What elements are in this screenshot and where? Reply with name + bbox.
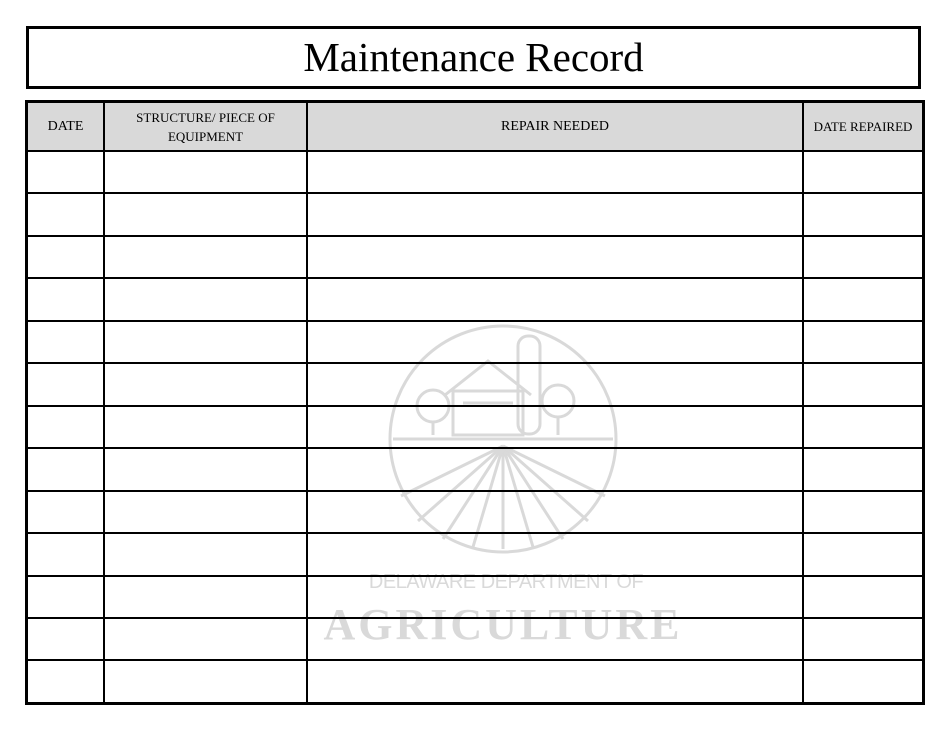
date-repaired-cell[interactable] <box>803 151 922 193</box>
table-row <box>28 576 922 618</box>
repair-needed-cell[interactable] <box>307 151 803 193</box>
structure-cell[interactable] <box>104 278 307 320</box>
date-repaired-cell[interactable] <box>803 533 922 575</box>
structure-cell[interactable] <box>104 406 307 448</box>
table-header-row <box>28 103 922 151</box>
maintenance-table-container <box>25 100 925 705</box>
table-row <box>28 660 922 702</box>
date-cell[interactable] <box>28 151 104 193</box>
page-title: Maintenance Record <box>303 34 644 80</box>
watermark-line2: AGRICULTURE <box>323 600 683 649</box>
repair-needed-cell[interactable] <box>307 193 803 235</box>
structure-cell[interactable] <box>104 491 307 533</box>
table-row <box>28 236 922 278</box>
date-repaired-cell[interactable] <box>803 406 922 448</box>
date-cell[interactable] <box>28 363 104 405</box>
table-row <box>28 151 922 193</box>
date-cell[interactable] <box>28 193 104 235</box>
date-repaired-cell[interactable] <box>803 576 922 618</box>
table-row <box>28 278 922 320</box>
date-repaired-cell[interactable] <box>803 660 922 702</box>
date-cell[interactable] <box>28 448 104 490</box>
column-header-structure: STRUCTURE/ PIECE OF EQUIPMENT <box>104 103 307 151</box>
date-repaired-cell[interactable] <box>803 491 922 533</box>
repair-needed-cell[interactable] <box>307 618 803 660</box>
table-row <box>28 193 922 235</box>
structure-cell[interactable] <box>104 660 307 702</box>
repair-needed-cell[interactable] <box>307 363 803 405</box>
structure-cell[interactable] <box>104 618 307 660</box>
date-cell[interactable] <box>28 533 104 575</box>
date-cell[interactable] <box>28 321 104 363</box>
repair-needed-cell[interactable] <box>307 491 803 533</box>
table-row <box>28 321 922 363</box>
table-row <box>28 491 922 533</box>
date-cell[interactable] <box>28 618 104 660</box>
table-row <box>28 533 922 575</box>
column-header-date: DATE <box>28 103 104 151</box>
date-repaired-cell[interactable] <box>803 448 922 490</box>
repair-needed-cell[interactable] <box>307 236 803 278</box>
structure-cell[interactable] <box>104 193 307 235</box>
date-cell[interactable] <box>28 406 104 448</box>
date-cell[interactable] <box>28 576 104 618</box>
date-cell[interactable] <box>28 660 104 702</box>
table-row <box>28 406 922 448</box>
repair-needed-cell[interactable] <box>307 660 803 702</box>
watermark-line1: DELAWARE DEPARTMENT OF <box>368 571 644 593</box>
column-header-date-repaired: DATE REPAIRED <box>803 103 922 151</box>
date-repaired-cell[interactable] <box>803 321 922 363</box>
structure-cell[interactable] <box>104 151 307 193</box>
repair-needed-cell[interactable] <box>307 406 803 448</box>
table-row <box>28 618 922 660</box>
date-repaired-cell[interactable] <box>803 193 922 235</box>
structure-cell[interactable] <box>104 236 307 278</box>
structure-cell[interactable] <box>104 448 307 490</box>
date-repaired-cell[interactable] <box>803 618 922 660</box>
column-header-repair-needed: REPAIR NEEDED <box>307 103 803 151</box>
date-cell[interactable] <box>28 491 104 533</box>
date-cell[interactable] <box>28 236 104 278</box>
structure-cell[interactable] <box>104 321 307 363</box>
date-repaired-cell[interactable] <box>803 363 922 405</box>
title-box <box>26 26 921 89</box>
structure-cell[interactable] <box>104 363 307 405</box>
repair-needed-cell[interactable] <box>307 321 803 363</box>
table-body <box>28 151 922 702</box>
maintenance-table <box>28 103 922 702</box>
repair-needed-cell[interactable] <box>307 278 803 320</box>
structure-cell[interactable] <box>104 576 307 618</box>
repair-needed-cell[interactable] <box>307 533 803 575</box>
table-row <box>28 448 922 490</box>
table-row <box>28 363 922 405</box>
repair-needed-cell[interactable] <box>307 576 803 618</box>
date-repaired-cell[interactable] <box>803 278 922 320</box>
structure-cell[interactable] <box>104 533 307 575</box>
date-cell[interactable] <box>28 278 104 320</box>
repair-needed-cell[interactable] <box>307 448 803 490</box>
date-repaired-cell[interactable] <box>803 236 922 278</box>
